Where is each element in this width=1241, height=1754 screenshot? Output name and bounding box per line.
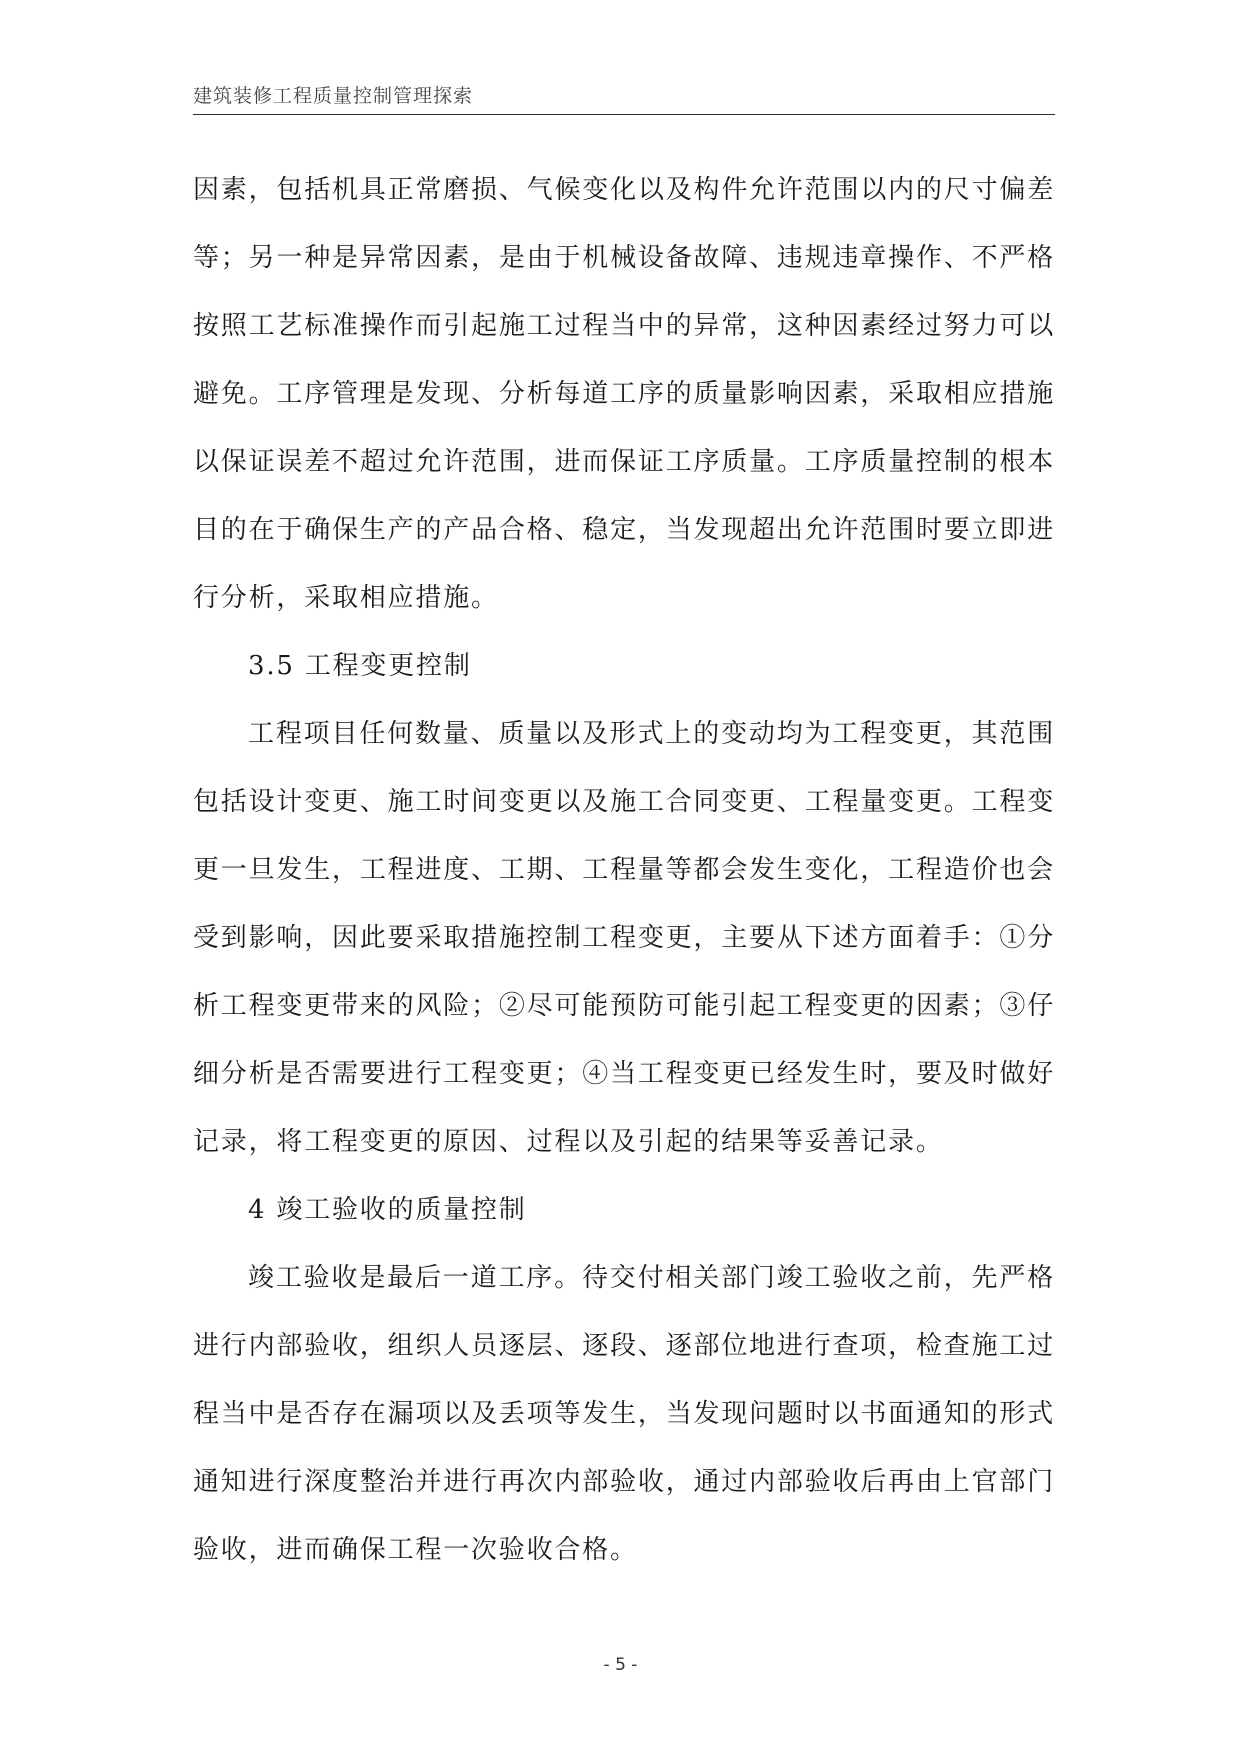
- paragraph-engineering-change: 工程项目任何数量、质量以及形式上的变动均为工程变更，其范围包括设计变更、施工时间变更以及施工合同变更、工程量变更。工程变更一旦发生，工程进度、工期、工程量等都会发生变化，工程造价也会受到影响，因此要采取措施控制工程变更，主要从下述方面着手：①分析工程变更带来的风险；②尽可能预防可能引起工程变更的因素；③仔细分析是否需要进行工程变更；④当工程变更已经发生时，要及时做好记录，将工程变更的原因、过程以及引起的结果等妥善记录。: [193, 719, 1055, 1157]
- paragraph-completion-acceptance: 竣工验收是最后一道工序。待交付相关部门竣工验收之前，先严格进行内部验收，组织人员逐层、逐段、逐部位地进行查项，检查施工过程当中是否存在漏项以及丢项等发生，当发现问题时以书面通知的形式通知进行深度整治并进行再次内部验收，通过内部验收后再由上官部门验收，进而确保工程一次验收合格。: [193, 1263, 1055, 1565]
- section-heading-4: 4 竣工验收的质量控制: [248, 1195, 527, 1225]
- document-body: [193, 156, 1055, 1584]
- section-heading-3-5: 3.5 工程变更控制: [248, 651, 472, 681]
- paragraph-continued: 因素，包括机具正常磨损、气候变化以及构件允许范围以内的尺寸偏差等；另一种是异常因素，是由于机械设备故障、违规违章操作、不严格按照工艺标准操作而引起施工过程当中的异常，这种因素经过努力可以避免。工序管理是发现、分析每道工序的质量影响因素，采取相应措施以保证误差不超过允许范围，进而保证工序质量。工序质量控制的根本目的在于确保生产的产品合格、稳定，当发现超出允许范围时要立即进行分析，采取相应措施。: [193, 175, 1055, 613]
- header-title: 建筑装修工程质量控制管理探索: [193, 85, 474, 107]
- page-header: [193, 82, 1055, 115]
- page-number: - 5 -: [603, 1655, 638, 1675]
